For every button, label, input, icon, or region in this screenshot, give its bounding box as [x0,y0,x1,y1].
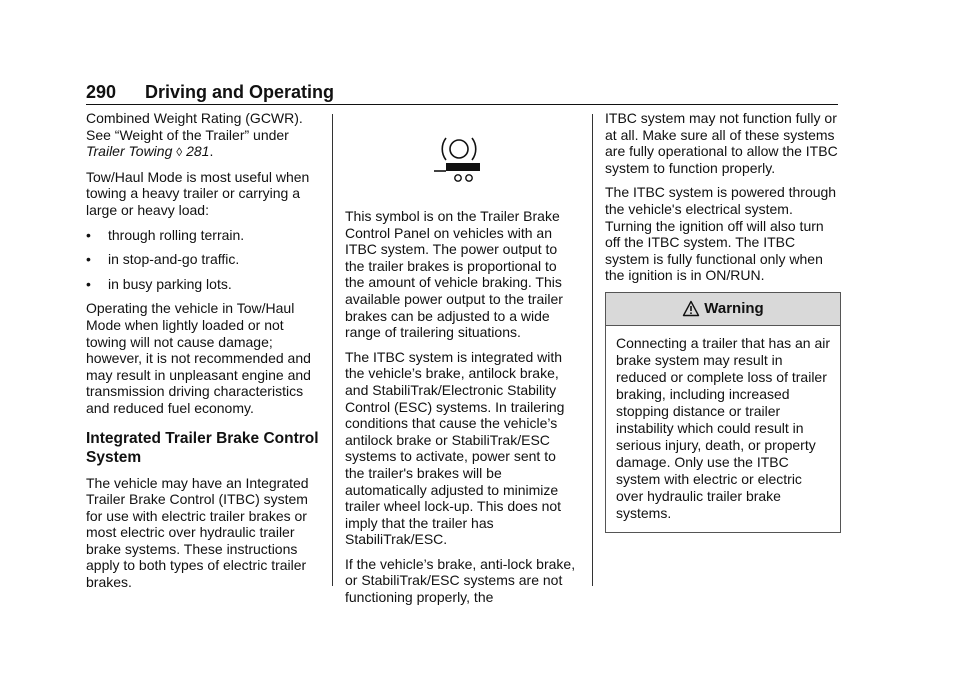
column-middle [345,208,577,614]
warning-box [605,292,841,533]
warning-header [606,293,840,326]
subsection-heading: Integrated Trailer Brake Control System [86,429,319,466]
page-reference[interactable]: 281 [186,143,210,160]
column-right [605,110,841,533]
punctuation: . [209,143,214,160]
list-item [86,251,322,268]
bullet-mark: • [86,226,91,243]
column-left [86,110,322,599]
paragraph: If the vehicle’s brake, anti-lock brake, or StabiliTrak/ESC systems are not functioning properly, the [345,555,576,606]
list-item-text: in stop-and-go traffic. [108,251,240,268]
cross-reference-link[interactable]: Trailer Towing [86,143,173,160]
list-item [86,276,322,293]
paragraph: This symbol is on the Trailer Brake Control Panel on vehicles with an ITBC system. The power output to the trailer brakes is proportional to the amount of vehicle braking. This available power output to the trailer brakes can be adjusted to a wide range of trailering situations. [345,208,563,341]
paragraph [86,110,322,161]
list-item-text: through rolling terrain. [108,226,245,243]
paragraph: Tow/Haul Mode is most useful when towing a heavy trailer or carrying a large or heavy load: [86,168,310,218]
list-item [86,227,322,244]
page-header [86,82,838,105]
warning-title: Warning [704,299,764,317]
warning-text: Connecting a trailer that has an air brake system may result in reduced or complete loss of trailer braking, including increased stopping distance or trailer instability which could result in serious injury, death, or property damage. Only use the ITBC system with electric or electric over hydraulic trailer brake systems. [616,334,831,521]
column-divider [592,114,593,586]
paragraph-text: Combined Weight Rating (GCWR). See “Weight of the Trailer” under [86,110,303,143]
paragraph: ITBC system may not function fully or at all. Make sure all of these systems are fully operational to allow the ITBC system to function properly. [605,110,838,176]
column-divider [332,114,333,586]
page-ref-arrow-icon: ◊ [176,145,183,160]
paragraph: The vehicle may have an Integrated Trailer Brake Control (ITBC) system for use with electric trailer brakes or most electric over hydraulic trailer brake systems. These instructions apply to both types of electric trailer brakes. [86,474,309,591]
paragraph: Operating the vehicle in Tow/Haul Mode when lightly loaded or not towing will not cause damage; however, it is not recommended and may result in unpleasant engine and transmission driving characteristics and reduced fuel economy. [86,300,311,416]
paragraph: The ITBC system is integrated with the vehicle’s brake, antilock brake, and StabiliTrak/Electronic Stability Control (ESC) systems. In trailering conditions that cause the vehicle’s antilock brake or StabiliTrak/ESC systems to activate, power sent to the trailer's brakes will be automatically adjusted to minimize trailer wheel lock-up. This does not imply that the trailer has StabiliTrak/ESC. [345,348,565,548]
list-item-text: in busy parking lots. [108,275,232,292]
page-number: 290 [86,82,117,102]
bullet-mark: • [86,251,91,268]
warning-triangle-icon [682,300,700,317]
section-title: Driving and Operating [145,82,335,102]
trailer-brake-symbol-icon [432,130,486,186]
bullet-mark: • [86,275,91,292]
paragraph: The ITBC system is powered through the vehicle's electrical system. Turning the ignition off will also turn off the ITBC system. The ITBC system is fully functional only when the ignition is in ON/RUN. [605,184,837,284]
